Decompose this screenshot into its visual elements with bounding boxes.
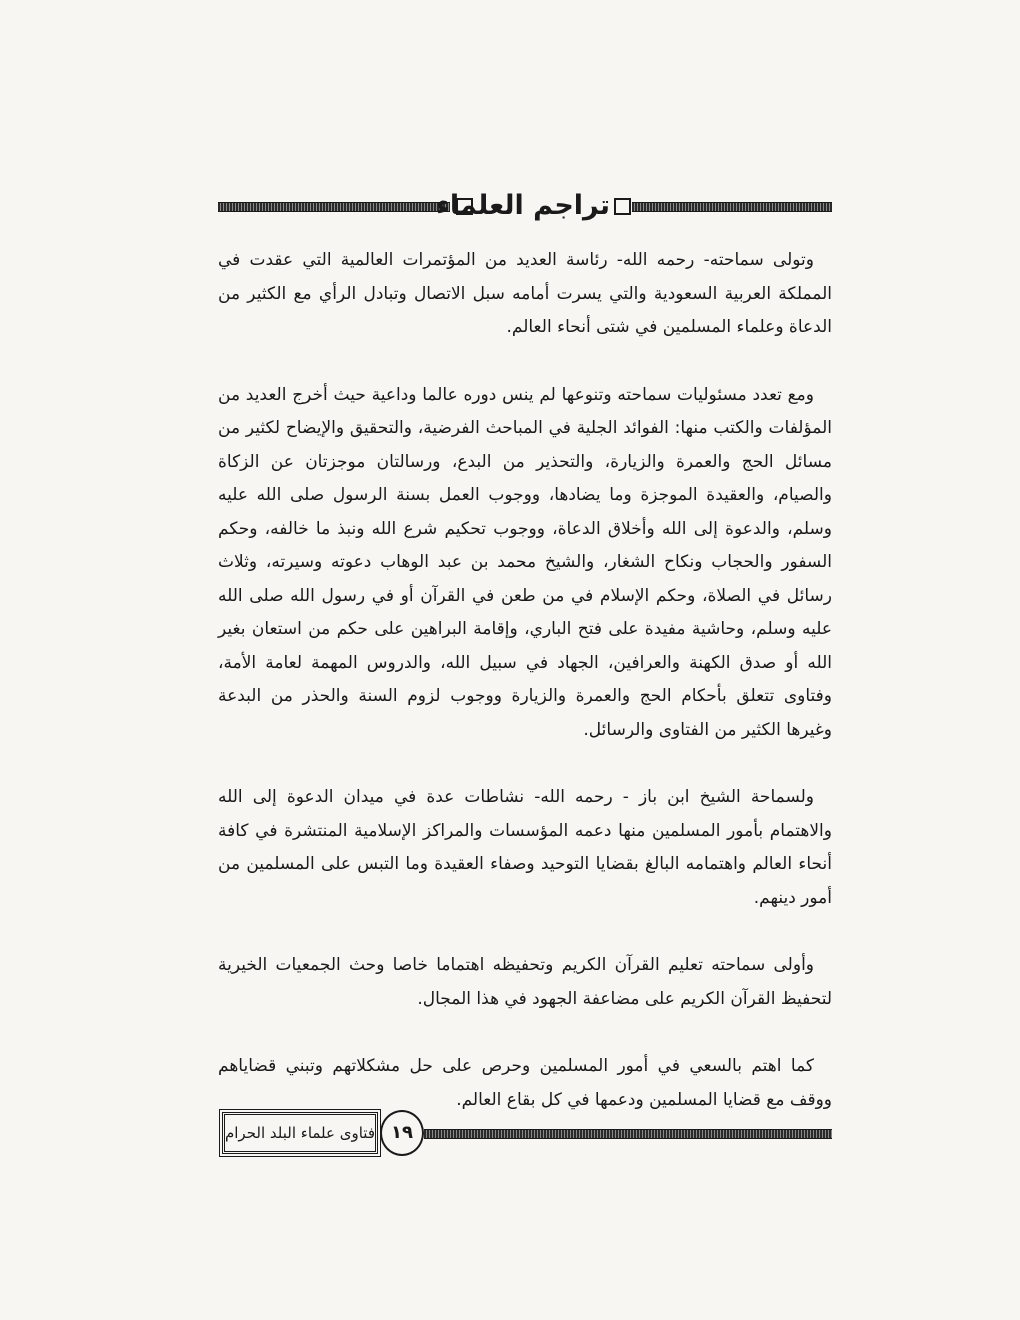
chapter-title: تراجم العلماء [436,190,610,221]
paragraph: ومع تعدد مسئوليات سماحته وتنوعها لم ينس دوره عالما وداعية حيث أخرج العديد من المؤلفات والكتب منها: الفوائد الجلية في المباحث الفرضية، والتحقيق والإيضاح لكثير من مسائل الحج والعمرة والزيارة، والتحذير من البدع، ورسالتان موجزتان عن الزكاة والصيام، والعقيدة الموجزة وما يضادها، ووجوب العمل بسنة الرسول صلى الله عليه وسلم، والدعوة إلى الله وأخلاق الدعاة، ووجوب تحكيم شرع الله ونبذ ما خالفه، وحكم السفور والحجاب ونكاح الشغار، والشيخ محمد بن عبد الوهاب دعوته وسيرته، وثلاث رسائل في الصلاة، وحكم الإسلام في من طعن في القرآن أو في رسول الله صلى الله عليه وسلم، وحاشية مفيدة على فتح الباري، وإقامة البراهين على حكم من استعان بغير الله أو صدق الكهنة والعرافين، الجهاد في سبيل الله، والدروس المهمة لعامة الأمة، وفتاوى تتعلق بأحكام الحج والعمرة والزيارة ووجوب لزوم السنة والحذر من البدعة وغيرها الكثير من الفتاوى والرسائل. [218,384,832,740]
header-ornament-box-right [614,198,631,215]
paragraph: ولسماحة الشيخ ابن باز - رحمه الله- نشاطات عدة في ميدان الدعوة إلى الله والاهتمام بأمور المسلمين منها دعمه المؤسسات والمراكز الإسلامية المنتشرة في كافة أنحاء العالم واهتمامه البالغ بقضايا التوحيد وصفاء العقيدة وما التبس على المسلمين من أمور دينهم. [218,787,832,908]
body-text [218,244,832,1117]
header-rule-right [632,202,832,212]
paragraph: كما اهتم بالسعي في أمور المسلمين وحرص على حل مشكلاتهم وتبني قضاياهم ووقف مع قضايا المسلمين ودعمها في كل بقاع العالم. [218,1056,832,1110]
book-title: فتاوى علماء البلد الحرام [222,1112,378,1154]
paragraph: وأولى سماحته تعليم القرآن الكريم وتحفيظه اهتماما خاصا وحث الجمعيات الخيرية لتحفيظ القرآن الكريم على مضاعفة الجهود في هذا المجال. [218,955,832,1009]
header-rule-left [218,202,450,212]
page-header [218,186,832,226]
page-footer [218,1110,832,1156]
paragraph: وتولى سماحته- رحمه الله- رئاسة العديد من المؤتمرات العالمية التي عقدت في المملكة العربية السعودية والتي يسرت أمامه سبل الاتصال وتبادل الرأي مع الكثير من الدعاة وعلماء المسلمين في شتى أنحاء العالم. [218,250,832,337]
page-number: ١٩ [380,1110,424,1156]
footer-rule [424,1129,832,1139]
